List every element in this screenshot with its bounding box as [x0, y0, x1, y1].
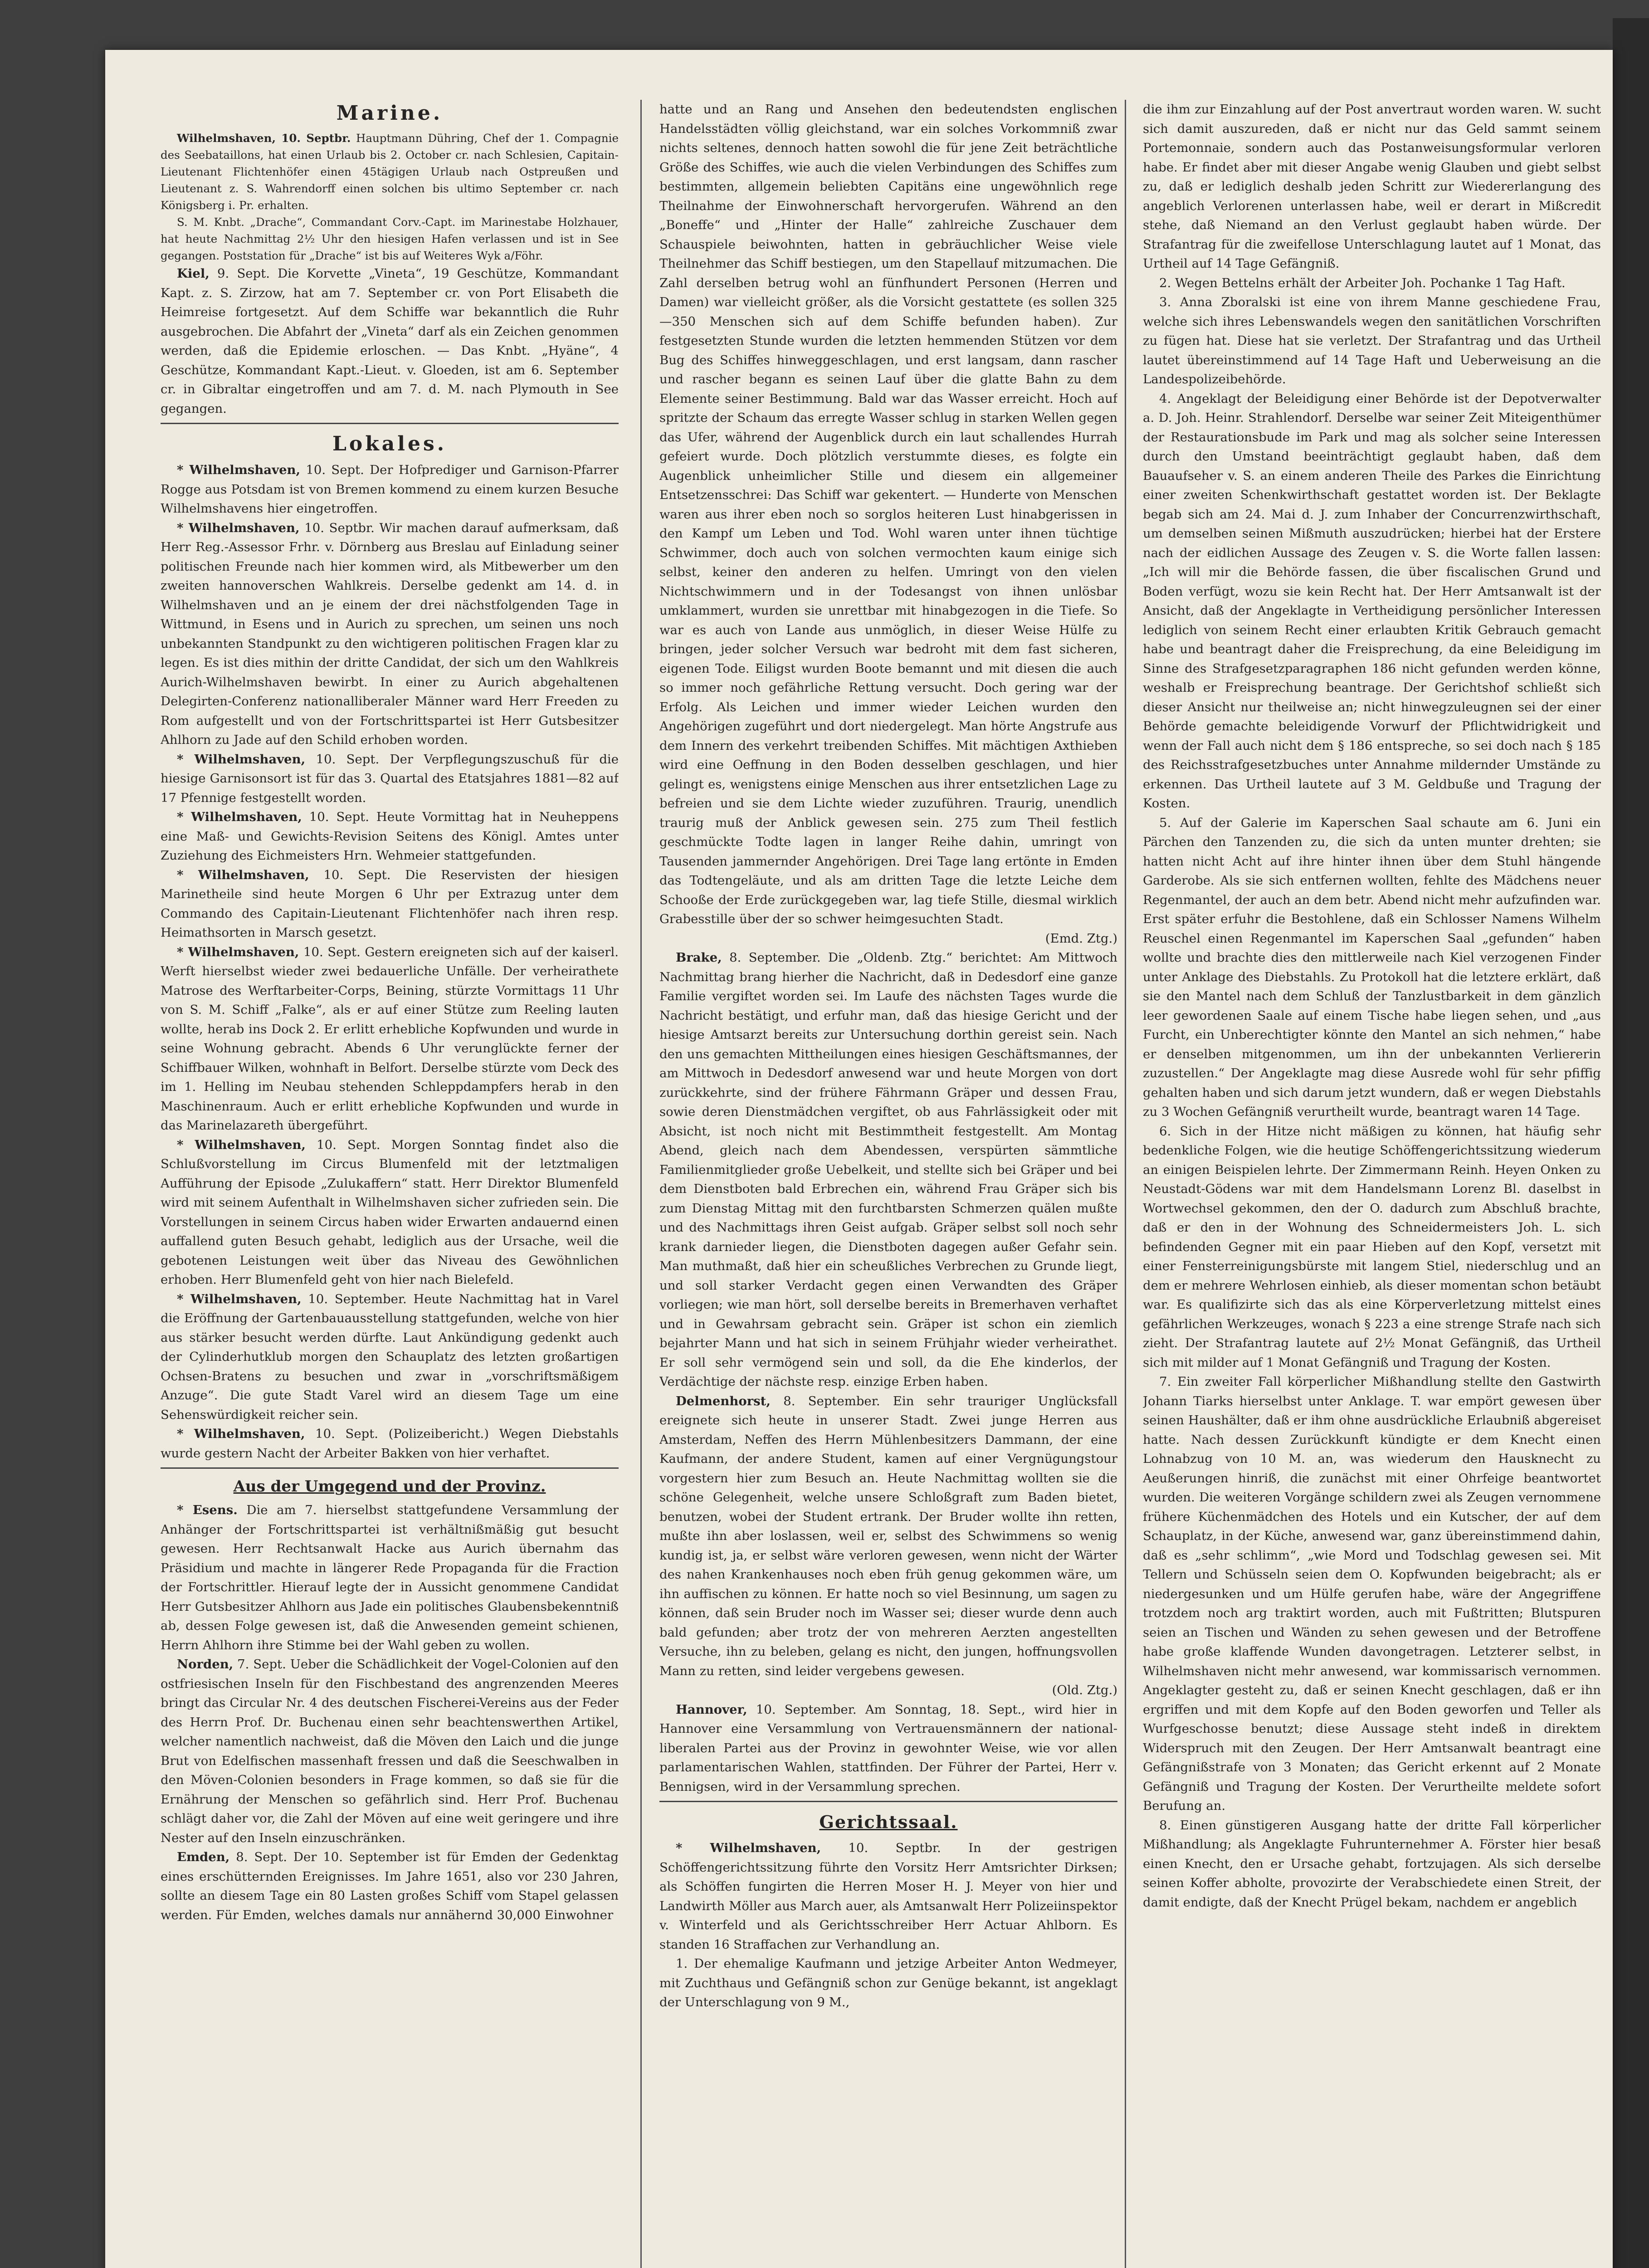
section-divider: [161, 423, 619, 424]
article-text: 7. Ein zweiter Fall körperlicher Mißhandlung stellte den Gastwirth Johann Tiarks hierselbst unter Anklage. T. war empört gewesen über seinen Haushälter, daß er ihm ohne ausdrückliche Erlaubniß abgereiset hatte. Nach dessen Zurückkunft kündigte er dem Knecht einen Lohnabzug von 10 M. an, was wiederum den Hausknecht zu Aeußerungen hinriß, die zunächst mit einer Ohrfeige beantwortet wurden. Die weiteren Vorgänge schildern zwei als Zeugen vernommene frühere Küchenmädchen des Hotels und ein Kutscher, der auf dem Schauplatz, in der Küche, anwesend war, ganz übereinstimmend dahin, daß es „sehr schlimm“, „wie Mord und Todschlag gewesen sei. Mit Tellern und Schüsseln seien dem O. Kopfwunden beigebracht; als er niedergesunken und um Hülfe gerufen habe, wäre der Angegriffene trotzdem noch arg traktirt worden, auch mit Fußtritten; Blutspuren seien an Tischen und Wänden zu sehen gewesen und der Betroffene habe große klaffende Wunden davongetragen. Letzterer selbst, in Wilhelmshaven nicht mehr anwesend, war kommissarisch vernommen. Angeklagter gesteht zu, daß er seinen Knecht geschlagen, daß er ihn ergriffen und mit dem Kopfe auf den Boden geworfen und Teller als Wurfgeschosse benutzt; diese Aussage steht indeß in direktem Widerspruch mit den Zeugen. Der Herr Amtsanwalt beantragt eine Gefängnißstrafe von 3 Monaten; das Gericht erkennt auf 2 Monate Gefängniß und Tragung der Kosten. Der Verurtheilte meldete sofort Berufung an.: [1143, 1374, 1601, 1813]
section-heading-gerichtssaal: Gerichtssaal.: [819, 1812, 958, 1832]
article-text: 3. Anna Zboralski ist eine von ihrem Manne geschiedene Frau, welche sich ihres Lebenswandels wegen den sanitätlichen Vorschriften zu fügen hat. Diese hat sie verletzt. Der Strafantrag und das Urtheil lautet übereinstimmend auf 14 Tage Haft und Ueberweisung an die Landespolizeibehörde.: [1143, 295, 1601, 386]
article-paragraph: [1143, 274, 1601, 293]
section-divider: [161, 1467, 619, 1469]
article-text: 10. September. Heute Nachmittag hat in Varel die Eröffnung der Gartenbauausstellung stattgefunden, welche von hier aus stärker besucht werden dürfte. Laut Ankündigung gedenkt auch der Cylinderhutklub morgen den Schauplatz des letzten großartigen Ochsen-Bratens zu besuchen und zwar in „vorschriftsmäßigem Anzuge“. Die gute Stadt Varel wird an diesem Tage um eine Sehenswürdigkeit reicher sein.: [161, 1291, 619, 1422]
article-paragraph: [161, 1290, 619, 1425]
article-paragraph: [1143, 389, 1601, 813]
dateline: * Wilhelmshaven,: [177, 810, 302, 824]
article-paragraph: [161, 750, 619, 808]
article-text: 8. September. Ein sehr trauriger Unglücksfall ereignete sich heute in unserer Stadt. Zwei junge Herren aus Amsterdam, Neffen des Herrn Mühlenbesitzers Dammann, der eine Kaufmann, der andere Student, kamen auf einer Vergnügungstour vorgestern hier zum Besuch an. Heute Nachmittag wollten sie die schöne Gelegenheit, welche unsere Schloßgraft zum Baden bietet, benutzen, wobei der Student ertrank. Der Bruder wollte ihn retten, mußte ihn aber loslassen, weil er, selbst des Schwimmens so wenig kundig ist, ja, er selbst wäre verloren gewesen, wenn nicht der Wärter des nahen Krankenhauses noch eben früh genug gekommen wäre, um ihn auffischen zu können. Er hatte noch so viel Besinnung, um sagen zu können, daß sein Bruder noch im Wasser sei; dieser wurde denn auch bald gefunden; aber trotz der von mehreren Aerzten angestellten Versuche, ihn zu beleben, gelang es nicht, den jungen, hoffnungsvollen Mann zu retten, sind leider vergebens gewesen.: [659, 1393, 1117, 1678]
article-paragraph: [659, 1838, 1117, 1954]
column-rule: [640, 100, 642, 2268]
article-text: 10. Sept. Heute Vormittag hat in Neuheppens eine Maß- und Gewichts-Revision Seitens des Königl. Amtes unter Zuziehung des Eichmeisters Hrn. Wehmeier stattgefunden.: [161, 810, 619, 863]
dateline: * Wilhelmshaven,: [177, 1427, 305, 1441]
article-paragraph: [161, 130, 619, 214]
source-attribution: (Old. Ztg.): [1052, 1683, 1117, 1697]
article-text: 8. September. Die „Oldenb. Ztg.“ berichtet: Am Mittwoch Nachmittag brang hierher die Nachricht, daß in Dedesdorf eine ganze Familie vergiftet worden sei. Im Laufe des nächsten Tages wurde die Nachricht bestätigt, und erfuhr man, daß das hiesige Gericht und der hiesige Amtsarzt bereits zur Untersuchung dorthin gereist sein. Nach den uns gemachten Mittheilungen eines hiesigen Geschäftsmannes, der am Mittwoch in Dedesdorf anwesend war und heute Morgen von dort zurückkehrte, sind der frühere Fährmann Gräper und dessen Frau, sowie deren Dienstmädchen vergiftet, ob aus Fahrlässigkeit oder mit Absicht, ist noch nicht mit Bestimmtheit festgestellt. Am Montag Abend, gleich nach dem Abendessen, verspürten sämmtliche Familienmitglieder große Uebelkeit, und stellte sich bei Gräper und bei dem Dienstboten bald Erbrechen ein, während Frau Gräper sich bis zum Dienstag Mittag mit den furchtbarsten Schmerzen quälen mußte und des Nachmittags ihren Geist aufgab. Gräper selbst soll noch sehr krank darnieder liegen, die Dienstboten dagegen außer Gefahr sein. Man muthmaßt, daß hier ein scheußliches Verbrechen zu Grunde liegt, und soll starker Verdacht gegen einen Verwandten des Gräper vorliegen; wie man hört, soll derselbe bereits in Bremerhaven verhaftet und in Gewahrsam gebracht sein. Gräper ist schon ein ziemlich bejahrter Mann und hat sich in seinem Frühjahr wieder verheirathet. Er soll sehr vermögend sein und soll, da die Ehe kinderlos, der Verdächtige der nächste resp. einzige Erben haben.: [659, 950, 1117, 1389]
article-paragraph: [161, 214, 619, 264]
article-paragraph: [659, 1392, 1117, 1681]
article-paragraph: [161, 1655, 619, 1848]
article-text: 10. Sept. (Polizeibericht.) Wegen Diebstahls wurde gestern Nacht der Arbeiter Bakken von hier verhaftet.: [161, 1427, 619, 1461]
column-2: [659, 100, 1117, 2268]
article-text: 10. Septbr. Wir machen darauf aufmerksam, daß Herr Reg.-Assessor Frhr. v. Dörnberg aus Breslau auf Einladung seiner politischen Freunde nach hier kommen wird, als Mitbewerber um den zweiten hannoverschen Wahlkreis. Derselbe gedenkt am 14. d. in Wilhelmshaven und an je einem der drei nächstfolgenden Tage in Wittmund, in Esens und in Aurich zu sprechen, um seinen uns noch unbekannten Standpunkt zu den wichtigeren politischen Fragen klar zu legen. Es ist dies mithin der dritte Candidat, der sich um den Wahlkreis Aurich-Wilhelmshaven bewirbt. In einer zu Aurich abgehaltenen Delegirten-Conferenz nationalliberaler Männer ward Herr Freeden zu Rom aufgestellt und von der Fortschrittspartei ist Herr Gutsbesitzer Ahlhorn zu Jade auf den Schild erhoben worden.: [161, 520, 619, 747]
dateline: Brake,: [676, 950, 722, 965]
dateline: * Wilhelmshaven,: [177, 520, 300, 535]
article-text: 2. Wegen Bettelns erhält der Arbeiter Joh. Pochanke 1 Tag Haft.: [1159, 275, 1566, 290]
article-paragraph: [161, 865, 619, 943]
article-paragraph: [659, 1954, 1117, 2012]
article-paragraph: [1143, 293, 1601, 389]
scan-edge: [1613, 18, 1649, 2268]
article-paragraph: [1143, 1372, 1601, 1816]
article-paragraph: [161, 943, 619, 1135]
article-paragraph: [1143, 1122, 1601, 1373]
dateline: Norden,: [177, 1657, 234, 1672]
dateline: Delmenhorst,: [676, 1393, 771, 1408]
dateline: * Wilhelmshaven,: [177, 944, 299, 959]
article-text: 8. Einen günstigeren Ausgang hatte der dritte Fall körperlicher Mißhandlung; als Angeklagte Fuhrunternehmer A. Förster hier besaß einen Knecht, den er Ursache gehabt, fortzujagen. Als sich derselbe seinen Koffer abholte, provozirte der Verabschiedete einen Streit, der damit endigte, daß der Knecht Prügel bekam, nachdem er angeblich: [1143, 1818, 1601, 1910]
article-paragraph: [161, 807, 619, 865]
article-text: Hauptmann Dühring, Chef der 1. Compagnie des Seebataillons, hat einen Urlaub bis 2. October cr. nach Schlesien, Capitain-Lieutenant Flichtenhöfer einen 45tägigen Urlaub nach Ostpreußen und Lieutenant z. S. Wahrendorff einen solchen bis ultimo September cr. nach Königsberg i. Pr. erhalten.: [161, 132, 619, 212]
dateline: * Wilhelmshaven,: [676, 1841, 821, 1855]
article-paragraph: [161, 460, 619, 518]
article-text: 1. Der ehemalige Kaufmann und jetzige Arbeiter Anton Wedmeyer, mit Zuchthaus und Gefängniß schon zur Genüge bekannt, ist angeklagt der Unterschlagung von 9 M.,: [659, 1956, 1117, 2009]
article-paragraph: [161, 1501, 619, 1655]
dateline: * Wilhelmshaven,: [177, 1291, 302, 1306]
article-text: 10. September. Am Sonntag, 18. Sept., wird hier in Hannover eine Versammlung von Vertrauensmännern der national-liberalen Partei aus der Provinz in gewohnter Weise, wie vor allen parlamentarischen Wahlen, stattfinden. Der Führer der Partei, Herr v. Bennigsen, wird in der Versammlung sprechen.: [659, 1702, 1117, 1794]
dateline: Emden,: [177, 1850, 230, 1864]
marine-section: [161, 130, 619, 418]
column-1: [161, 100, 619, 2268]
article-paragraph: [161, 1848, 619, 1925]
article-paragraph: [659, 948, 1117, 1392]
article-text: 7. Sept. Ueber die Schädlichkeit der Vogel-Colonien auf den ostfriesischen Inseln für den Fischbestand des angrenzenden Meeres bringt das Circular Nr. 4 des deutschen Fischerei-Vereins aus der Feder des Herrn Prof. Dr. Buchenau einen sehr beachtenswerthen Artikel, welcher namentlich nachweist, daß die Möven den Laich und die junge Brut von Edelfischen massenhaft fressen und daß die Seeschwalben in den Möven-Colonien besonders in Frage kommen, so daß sie für die Ernährung der Menschen so gefährlich sind. Herr Prof. Buchenau schlägt daher vor, die Zahl der Möven auf eine weit geringere und ihre Nester auf den Inseln einzuschränken.: [161, 1657, 619, 1845]
source-attribution: (Emd. Ztg.): [1045, 931, 1117, 946]
article-paragraph: [659, 100, 1117, 929]
dateline: * Wilhelmshaven,: [177, 752, 306, 767]
article-text: 10. Sept. Die Reservisten der hiesigen Marinetheile sind heute Morgen 6 Uhr per Extrazug unter dem Commando des Capitain-Lieutenant Flichtenhöfer nach ihren resp. Heimathsorten in Marsch gesetzt.: [161, 867, 619, 940]
article-text: 9. Sept. Die Korvette „Vineta“, 19 Geschütze, Kommandant Kapt. z. S. Zirzow, hat am 7. September cr. von Port Elisabeth die Heimreise fortgesetzt. Auf dem Schiffe war bekanntlich die Ruhr ausgebrochen. Die Abfahrt der „Vineta“ darf als ein Zeichen genommen werden, daß die Epidemie erloschen. — Das Knbt. „Hyäne“, 4 Geschütze, Kommandant Kapt.-Lieut. v. Gloeden, ist am 6. September cr. in Gibraltar eingetroffen und am 7. d. M. nach Plymouth in See gegangen.: [161, 266, 619, 416]
article-paragraph: [161, 1424, 619, 1463]
article-text: hatte und an Rang und Ansehen den bedeutendsten englischen Handelsstädten völlig gleichstand, war ein solches Vorkommniß zwar nichts seltenes, dennoch hatten sowohl die für jene Zeit beträchtliche Größe des Schiffes, wie auch die vielen Verbindungen des Schiffes zum bestimmten, allgemein beliebten Capitäns eine ungewöhnlich rege Theilnahme der Einwohnerschaft hervorgerufen. Während an den „Boneffe“ und „Hinter der Halle“ zahlreiche Zuschauer dem Schauspiele beiwohnten, hatten in gebräuchlicher Weise viele Theilnehmer das Schiff bestiegen, um den Stapellauf mitzumachen. Die Zahl derselben betrug wohl an fünfhundert Personen (Herren und Damen) war vielleicht größer, als die Vorsicht gestattete (es sollen 325—350 Menschen sich auf dem Schiffe befunden haben). Zur festgesetzten Stunde wurden die letzten hemmenden Stützen vor dem Bug des Schiffes hinweggeschlagen, und erst langsam, dann rascher und rascher begann es seinen Lauf über die glatte Bahn zu dem Elemente seiner Bestimmung. Bald war das Wasser erreicht. Hoch auf spritzte der Schaum das erregte Wasser schlug in starken Wellen gegen das Ufer, während der Augenblick durch ein laut schallendes Hurrah gefeiert wurde. Doch plötzlich verstummte dieses, es folgte ein Augenblick unheimlicher Stille und diesem ein allgemeiner Entsetzensschrei: Das Schiff war gekentert. — Hunderte von Menschen waren aus ihrer eben noch so sorglos heiteren Lust hinabgerissen in den Kampf um Leben und Tod. Wohl waren unter ihnen tüchtige Schwimmer, doch auch von solchen vermochten kaum einige sich selbst, keiner den anderen zu helfen. Umringt von den vielen Nichtschwimmern und in der Todesangst von ihnen unlösbar umklammert, wurden sie unrettbar mit hinabgezogen in die Tiefe. So war es auch von Lande aus unmöglich, in dieser Weise Hülfe zu bringen, jeder solcher Versuch war bedroht mit dem fast sicheren, eigenen Tode. Eiligst wurden Boote bemannt und mit diesen die auch so immer noch gefährliche Rettung versucht. Doch gering war der Erfolg. Als Leichen und immer wieder Leichen wurden den Angehörigen zugeführt und dort niedergelegt. Man hörte Angstrufe aus dem Innern des verkehrt treibenden Schiffes. Mit mächtigen Axthieben wird eine Oeffnung in den Boden desselben geschlagen, und hier gelingt es, wenigstens einige Menschen aus ihrer entsetzlichen Lage zu befreien und sie dem Lichte wieder zuzuführen. Traurig, unendlich traurig muß der Anblick gewesen sein. 275 zum Theil festlich geschmückte Todte lagen in langer Reihe dahin, umringt von Tausenden jammernder Angehörigen. Drei Tage lang ertönte in Emden das Todtengeläute, und als am dritten Tage die letzte Leiche dem Schooße der Erde zurückgegeben war, lag tiefe Stille, diesmal wirklich Grabesstille über der so schwer heimgesuchten Stadt.: [659, 102, 1117, 926]
dateline: Kiel,: [177, 266, 210, 281]
section-divider: [659, 1801, 1117, 1802]
article-paragraph: [1143, 1816, 1601, 1912]
dateline: Wilhelmshaven, 10. Septbr.: [177, 132, 351, 145]
column-rule: [1125, 100, 1126, 2268]
article-text: die ihm zur Einzahlung auf der Post anvertraut worden waren. W. sucht sich damit auszureden, daß er nicht nur das Geld sammt seinem Portemonnaie, sondern auch das Postanweisungsformular verloren habe. Er findet aber mit dieser Angabe wenig Glauben und giebt selbst zu, daß er lediglich deshalb jeden Schritt zur Wiedererlangung des angeblich Verlorenen unterlassen habe, weil er derart in Mißcredit stehe, daß Niemand an den Verlust geglaubt haben würde. Der Strafantrag für die zweifellose Unterschlagung lautet auf 1 Monat, das Urtheil auf 14 Tage Gefängniß.: [1143, 102, 1601, 271]
article-text: 10. Sept. Morgen Sonntag findet also die Schlußvorstellung im Circus Blumenfeld mit der letztmaligen Aufführung der Episode „Zulukaffern“ statt. Herr Direktor Blumenfeld wird mit seinem Aufenthalt in Wilhelmshaven sicher zufrieden sein. Die Vorstellungen in seinem Circus haben wider Erwarten andauernd einen auffallend guten Besuch gehabt, lediglich aus der Ursache, weil die gebotenen Leistungen weit über das Niveau des Gewöhnlichen erhoben. Herr Blumenfeld geht von hier nach Bielefeld.: [161, 1137, 619, 1287]
newspaper-page: [105, 50, 1613, 2268]
article-text: 10. Sept. Gestern ereigneten sich auf der kaiserl. Werft hierselbst wieder zwei bedauerliche Unfälle. Der verheirathete Matrose des Werftarbeiter-Corps, Beining, stürzte Vormittags 11 Uhr von S. M. Schiff „Falke“, als er auf einer Stütze zum Reeling lauten wollte, herab ins Dock 2. Er erlitt erhebliche Kopfwunden und wurde in seine Wohnung gebracht. Abends 6 Uhr verunglückte ferner der Schiffbauer Wilken, wohnhaft in Belfort. Derselbe stürzte vom Deck des im 1. Helling im Neubau stehenden Schleppdampfers herab in den Maschinenraum. Auch er erlitt erhebliche Kopfwunden und wurde in das Marinelazareth übergeführt.: [161, 944, 619, 1133]
article-text: 10. Septbr. In der gestrigen Schöffengerichtssitzung führte den Vorsitz Herr Amtsrichter Dirksen; als Schöffen fungirten die Herren Moser H. J. Meyer von hier und Landwirth Möller aus March auer, als Amtsanwalt Herr Polizeiinspektor v. Winterfeld und als Gerichtsschreiber Herr Actuar Ahlborn. Es standen 16 Straffachen zur Verhandlung an.: [659, 1841, 1117, 1952]
article-paragraph: [1143, 813, 1601, 1122]
section-heading-lokales: Lokales.: [332, 432, 447, 455]
article-text: 8. Sept. Der 10. September ist für Emden der Gedenktag eines erschütternden Ereignisses. Im Jahre 1651, also vor 230 Jahren, sollte an diesem Tage ein 80 Lasten großes Schiff vom Stapel gelassen werden. Für Emden, welches damals nur annähernd 30,000 Einwohner: [161, 1850, 619, 1922]
article-text: 4. Angeklagt der Beleidigung einer Behörde ist der Depotverwalter a. D. Joh. Heinr. Strahlendorf. Derselbe war seiner Zeit Miteigenthümer der Restaurationsbude im Park und mag als solcher seine Interessen durch den Umstand beeinträchtigt geglaubt haben, daß dem Bauaufseher v. S. an einem anderen Theile des Parkes die Einrichtung einer zweiten Schenkwirthschaft gestattet worden ist. Der Beklagte begab sich am 24. Mai d. J. zum Inhaber der Concurrenzwirthschaft, um demselben seinen Mißmuth auszudrücken; hierbei hat der Erstere nach der eidlichen Aussage des Zeugen v. S. die Worte fallen lassen: „Ich will mir die Behörde fassen, die über fiscalischen Grund und Boden verfügt, wozu sie kein Recht hat. Der Herr Amtsanwalt ist der Ansicht, daß der Angeklagte in Vertheidigung persönlicher Interessen lediglich von seinem Recht einer erlaubten Kritik Gebrauch gemacht habe und beantragt daher die Freisprechung, da eine Beleidigung im Sinne des Strafgesetzparagraphen 186 nicht gefunden werden könne, weshalb er Freisprechung beantrage. Der Gerichtshof schließt sich dieser Ansicht nur theilweise an; nicht hinwegzuleugnen sei der einer Behörde gemachte beleidigende Vorwurf der Pflichtwidrigkeit und wenn der Fall auch nicht dem § 186 entspreche, so sei doch nach § 185 des Reichsstrafgesetzbuches unter Annahme mildernder Umstände zu erkennen. Das Urtheil lautete auf 3 M. Geldbuße und Tragung der Kosten.: [1143, 391, 1601, 811]
provinz-section: [161, 1501, 619, 1925]
article-text: 10. Sept. Der Hofprediger und Garnison-Pfarrer Rogge aus Potsdam ist von Bremen kommend zu einem kurzen Besuche Wilhelmshavens hier eingetroffen.: [161, 463, 619, 516]
article-paragraph: [1143, 100, 1601, 274]
article-paragraph: [161, 1135, 619, 1290]
dateline: * Wilhelmshaven,: [177, 1137, 306, 1152]
lokales-section: [161, 460, 619, 1463]
article-paragraph: [161, 518, 619, 750]
dateline: * Esens.: [177, 1503, 238, 1517]
article-text: Die am 7. hierselbst stattgefundene Versammlung der Anhänger der Fortschrittspartei ist verhältnißmäßig gut besucht gewesen. Herr Rechtsanwalt Hacke aus Aurich übernahm das Präsidium und machte in längerer Rede Propaganda für die Fraction der Fortschrittler. Hierauf legte der in Aussicht genommene Candidat Herr Gutsbesitzer Ahlhorn aus Jade ein politisches Glaubensbekenntniß ab, dessen Folge gewesen ist, daß die Anwesenden gemeint schienen, Herrn Ahlhorn ihre Stimme bei der Wahl geben zu wollen.: [161, 1503, 619, 1652]
article-paragraph: [659, 1700, 1117, 1797]
dateline: * Wilhelmshaven,: [177, 867, 309, 882]
article-text: 10. Sept. Der Verpflegungszuschuß für die hiesige Garnisonsort ist für das 3. Quartal des Etatsjahres 1881—82 auf 17 Pfennige festgestellt worden.: [161, 752, 619, 805]
section-heading-provinz: Aus der Umgegend und der Provinz.: [233, 1477, 546, 1496]
article-text: 5. Auf der Galerie im Kaperschen Saal schaute am 6. Juni ein Pärchen den Tanzenden zu, die sich da unten munter drehten; sie hatten nicht Acht auf ihre hinter ihnen über dem Stuhl hängende Garderobe. Als sie sich entfernen wollten, fehlte des Mädchens neuer Regenmantel, der auch an dem betr. Abend nicht mehr aufzufinden war. Erst später erfuhr die Bestohlene, daß ein Schlosser Namens Wilhelm Reuschel einen Regenmantel im Kaperschen Saal „gefunden“ haben wollte und brachte dies den mittlerweile nach Kiel verzogenen Finder unter Anklage des Diebstahls. Zu Protokoll hat die letztere erklärt, daß sie den Mantel nach dem Schluß der Tanzlustbarkeit in dem gänzlich leer gewordenen Saale auf einem Tische habe liegen sehen, und „aus Furcht, ein Unberechtigter könnte den Mantel an sich nehmen,“ habe er denselben mitgenommen, um ihn der unbekannten Verliererin zuzustellen.“ Der Angeklagte mag diese Ausrede wohl für sehr pfiffig gehalten haben und sich darum jetzt wundern, daß er wegen Diebstahls zu 3 Wochen Gefängniß verurtheilt wurde, beantragt waren 14 Tage.: [1143, 815, 1601, 1119]
section-heading-marine: Marine.: [336, 102, 443, 125]
dateline: Hannover,: [676, 1702, 747, 1717]
article-paragraph: [161, 264, 619, 418]
column-3: [1143, 100, 1601, 2268]
dateline: * Wilhelmshaven,: [177, 463, 301, 477]
article-text: S. M. Knbt. „Drache“, Commandant Corv.-Capt. im Marinestabe Holzhauer, hat heute Nachmittag 2½ Uhr den hiesigen Hafen verlassen und ist in See gegangen. Poststation für „Drache“ ist bis auf Weiteres Wyk a/Föhr.: [161, 215, 619, 262]
article-text: 6. Sich in der Hitze nicht mäßigen zu können, hat häufig sehr bedenkliche Folgen, wie die heutige Schöffengerichtssitzung wiederum an einigen Beispielen lehrte. Der Zimmermann Reinh. Heyen Onken zu Neustadt-Gödens war mit dem Handelsmann Lorenz Bl. daselbst in Wortwechsel gekommen, den der O. dadurch zum Abschluß brachte, daß er den in der Wohnung des Schneidermeisters Joh. L. sich befindenden Gegner mit ein paar Hieben auf den Kopf, versetzt mit einer Fensterreinigungsbürste mit langem Stiel, niederschlug und an dem er mehrere Wehrlosen einhieb, als dieser momentan schon betäubt war. Es qualifizirte sich das als eine Körperverletzung mittelst eines gefährlichen Werkzeuges, wonach § 223 a eine strenge Strafe nach sich zieht. Der Strafantrag lautete auf 2½ Monat Gefängniß, das Urtheil sich mit milder auf 1 Monat Gefängniß und Tragung der Kosten.: [1143, 1124, 1601, 1370]
